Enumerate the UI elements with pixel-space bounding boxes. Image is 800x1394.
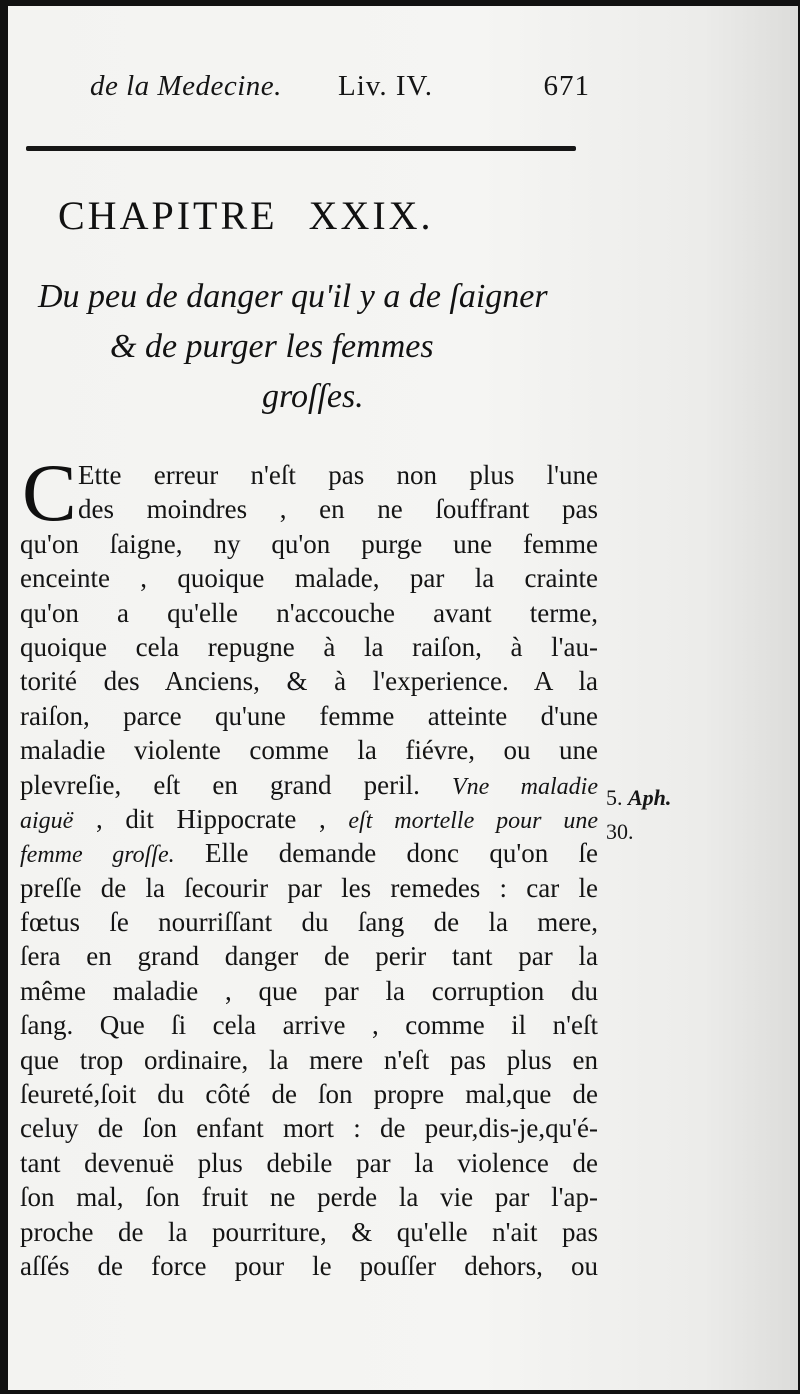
running-head-book: Liv. IV. [338,70,433,102]
margin-note-number: 30. [606,819,634,844]
italic-segment: femme groſſe. [20,842,175,869]
text-line: ſang. Que ſi cela arrive , comme il n'eſt [20,1010,598,1041]
text-line [20,802,598,836]
chapter-subtitle [38,272,608,422]
body-text [20,458,598,1283]
text-line: celuy de ſon enfant mort : de peur,dis-je,qu'é- [20,1113,598,1144]
text-line: ſera en grand danger de perir tant par la [20,941,598,972]
italic-segment: aiguë [20,807,74,834]
margin-ref: 5. [606,785,623,810]
text-segment: plevreſie, eſt en grand peril. [20,769,420,800]
text-line: preſſe de la ſecourir par les remedes : car le [20,872,598,903]
text-line: torité des Anciens, & à l'experience. A la [20,666,598,697]
text-segment: Elle demande donc qu'on ſe [204,838,598,869]
subtitle-line: & de purger les femmes [110,328,434,365]
margin-label: Aph. [628,785,672,810]
text-line: raiſon, parce qu'une femme atteinte d'une [20,700,598,731]
text-line: des moindres , en ne ſouffrant pas [78,494,598,525]
text-line: ſon mal, ſon fruit ne perde la vie par l'ap- [20,1182,598,1213]
running-head [90,70,590,114]
text-line: fœtus ſe nourriſſant du ſang de la mere, [20,907,598,938]
text-line: tant devenuë plus debile par la violence de [20,1147,598,1178]
subtitle-line: Du peu de danger qu'il y a de ſaigner [38,278,548,315]
text-line: quoique cela repugne à la raiſon, à l'au- [20,631,598,662]
text-line: que trop ordinaire, la mere n'eſt pas plus en [20,1044,598,1075]
header-rule [26,146,576,151]
text-line: Ette erreur n'eſt pas non plus l'une [78,460,598,490]
drop-cap: C [22,447,77,538]
text-line: qu'on a qu'elle n'accouche avant terme, [20,597,598,628]
chapter-title: CHAPITRE XXIX. [58,193,434,238]
italic-segment: eſt mortelle pour une [348,807,598,834]
text-line: maladie violente comme la fiévre, ou une [20,735,598,766]
subtitle-line: groſſes. [262,378,364,415]
margin-note [606,781,671,849]
text-line [20,836,598,870]
text-line: qu'on ſaigne, ny qu'on purge une femme [20,528,598,559]
text-line: ſeureté,ſoit du côté de ſon propre mal,que de [20,1079,598,1110]
page-number: 671 [543,70,590,102]
text-line: proche de la pourriture, & qu'elle n'ait pas [20,1216,598,1247]
book-page [8,6,798,1390]
text-line [20,768,598,802]
running-head-title: de la Medecine. [90,70,282,102]
margin-note-line [606,781,671,815]
italic-segment: Vne maladie [452,773,599,800]
text-line: aſſés de force pour le pouſſer dehors, ou [20,1250,598,1281]
text-line: même maladie , que par la corruption du [20,975,598,1006]
text-segment: , dit Hippocrate , [95,803,326,834]
text-line: enceinte , quoique malade, par la crainte [20,563,598,594]
